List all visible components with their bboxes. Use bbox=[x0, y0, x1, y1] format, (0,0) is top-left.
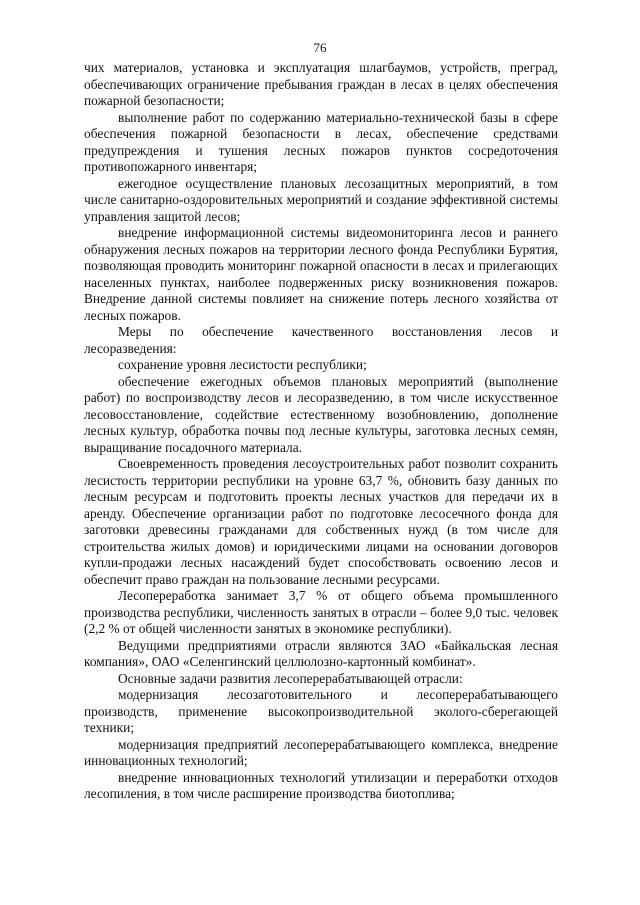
page-number: 76 bbox=[313, 40, 327, 55]
paragraph-3: ежегодное осуществление плановых лесозащитных мероприятий, в том числе санитарно-оздоровительных мероприятий и создание эффективной системы управления защитой лесов; bbox=[84, 175, 558, 224]
paragraph-11: Основные задачи развития лесоперерабатывающей отрасли: bbox=[118, 670, 463, 686]
paragraph-5: Меры по обеспечение качественного восстановления лесов и лесоразведения: bbox=[84, 324, 558, 356]
paragraph-14: внедрение инновационных технологий утилизации и переработки отходов лесопиления, в том числе расширение производства биотоплива; bbox=[84, 769, 558, 801]
paragraph-7: обеспечение ежегодных объемов плановых мероприятий (выполнение работ) по воспроизводству лесов и лесоразведению, в том числе искусственное лесовосстановление, содействие естественному возобновлению, дополнение лесных культур, обработка почвы под лесные культуры, заготовка лесных семян, выращивание посадочного материала. bbox=[84, 373, 558, 455]
paragraph-12: модернизация лесозаготовительного и лесоперерабатывающего производств, применение высокопроизводительной эколого-сберегающей техники; bbox=[84, 687, 558, 735]
paragraph-6: сохранение уровня лесистости республики; bbox=[118, 357, 367, 372]
paragraph-8: Своевременность проведения лесоустроительных работ позволит сохранить лесистость территории республики на уровне 63,7 %, обновить базу данных по лесным ресурсам и подготовить проекты лесных участков для передачи их в аренду. Обеспечение организации работ по подготовке лесосечного фонда для заготовки древесины гражданами для собственных нужд (в том числе для строительства жилых домов) и юридическими лицами на основании договоров купли-продажи лесных насаждений будет способствовать освоению лесов и обеспечит право граждан на пользование лесными ресурсами. bbox=[84, 456, 558, 587]
paragraph-4: внедрение информационной системы видеомониторинга лесов и раннего обнаружения лесных пожаров на территории лесного фонда Республики Бурятия, позволяющая проводить мониторинг пожарной опасности в лесах и прилегающих населенных пунктах, наиболее подверженных риску возникновения пожаров. Внедрение данной системы повлияет на снижение потерь лесного хозяйства от лесных пожаров. bbox=[84, 225, 558, 323]
paragraph-13: модернизация предприятий лесоперерабатывающего комплекса, внедрение инновационных технологий; bbox=[84, 736, 558, 768]
paragraph-2: выполнение работ по содержанию материально-технической базы в сфере обеспечения пожарной безопасности в лесах, обеспечение средствами предупреждения и тушения лесных пожаров пунктов сосредоточения противопожарного инвентаря; bbox=[84, 109, 558, 174]
paragraph-10: Ведущими предприятиями отрасли являются ЗАО «Байкальская лесная компания», ОАО «Селенгинский целлюлозно-картонный комбинат». bbox=[84, 637, 558, 669]
paragraph-9: Лесопереработка занимает 3,7 % от общего объема промышленного производства республики, численность занятых в отрасли – более 9,0 тыс. человек (2,2 % от общей численности занятых в экономике республики). bbox=[84, 588, 558, 636]
document-body bbox=[84, 60, 558, 803]
paragraph-1: чих материалов, установка и эксплуатация шлагбаумов, устройств, преград, обеспечивающих ограничение пребывания граждан в лесах в целях обеспечения пожарной безопасности; bbox=[84, 60, 558, 108]
